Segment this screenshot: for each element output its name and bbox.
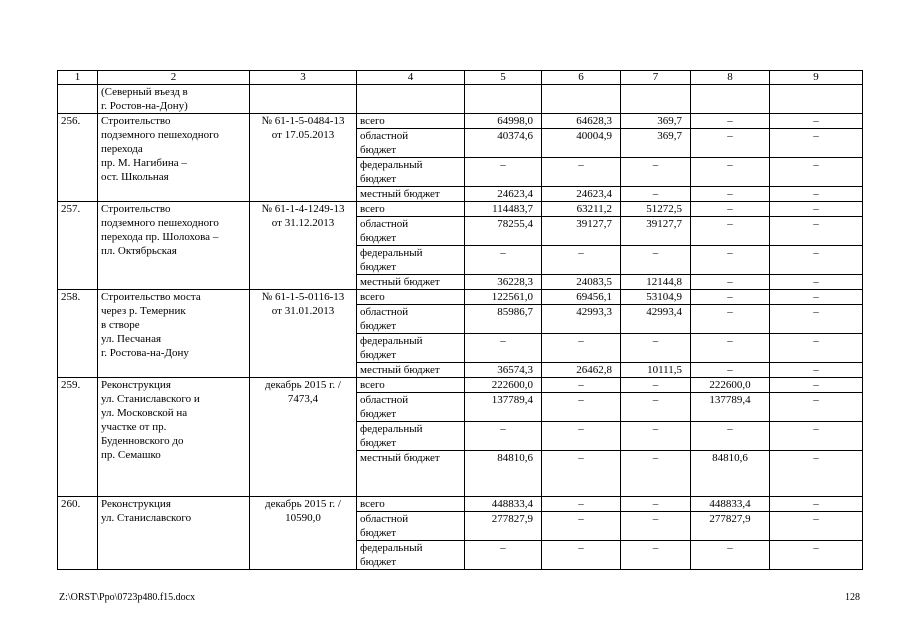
name-line: ул. Песчаная	[101, 333, 162, 345]
amount-cell: –	[770, 497, 863, 512]
name-line: ул. Станиславского и	[101, 393, 200, 405]
amount-cell: –	[691, 290, 770, 305]
amount-cell: –	[465, 541, 542, 570]
funding-source-label: местный бюджет	[357, 275, 465, 290]
funding-source-label	[357, 305, 465, 334]
label-line: областной	[360, 130, 409, 142]
amount-cell: 84810,6	[691, 451, 770, 497]
amount-cell: –	[691, 114, 770, 129]
amount-cell: –	[770, 217, 863, 246]
name-line: ул. Московской на	[101, 407, 188, 419]
column-header: 3	[250, 71, 357, 85]
name-line: Реконструкция	[101, 379, 171, 391]
amount-cell: –	[691, 187, 770, 202]
empty-cell	[691, 85, 770, 114]
amount-cell: –	[621, 541, 691, 570]
name-line: подземного пешеходного	[101, 217, 219, 229]
document-line: № 61-1-5-0484-13	[261, 115, 345, 127]
amount-cell: –	[621, 512, 691, 541]
table-row	[58, 378, 863, 393]
amount-cell: –	[691, 334, 770, 363]
column-header: 6	[542, 71, 621, 85]
project-name	[98, 114, 250, 202]
name-line: (Северный въезд в	[101, 86, 188, 98]
page-number: 128	[845, 592, 860, 603]
amount-cell: 222600,0	[691, 378, 770, 393]
name-line: через р. Темерник	[101, 305, 186, 317]
column-header: 5	[465, 71, 542, 85]
document-line: от 31.01.2013	[271, 305, 335, 317]
funding-source-label: местный бюджет	[357, 187, 465, 202]
empty-cell	[58, 85, 98, 114]
name-line: пр. Семашко	[101, 449, 161, 461]
amount-cell: 137789,4	[465, 393, 542, 422]
label-line: бюджет	[360, 173, 396, 185]
amount-cell: –	[770, 422, 863, 451]
amount-cell: 39127,7	[542, 217, 621, 246]
budget-table	[57, 70, 863, 570]
project-number: 258.	[58, 290, 98, 378]
project-document	[250, 378, 357, 497]
amount-cell: –	[691, 158, 770, 187]
amount-cell: –	[542, 512, 621, 541]
name-line: пл. Октябрьская	[101, 245, 177, 257]
project-document	[250, 114, 357, 202]
name-line: участке от пр.	[101, 421, 167, 433]
label-line: бюджет	[360, 556, 396, 568]
label-line: бюджет	[360, 527, 396, 539]
funding-source-label: всего	[357, 202, 465, 217]
column-header: 1	[58, 71, 98, 85]
empty-cell	[621, 85, 691, 114]
amount-cell: –	[465, 422, 542, 451]
name-line: Строительство	[101, 203, 171, 215]
amount-cell: –	[691, 202, 770, 217]
amount-cell: –	[770, 541, 863, 570]
funding-source-label: всего	[357, 378, 465, 393]
funding-source-label: всего	[357, 290, 465, 305]
project-name	[98, 290, 250, 378]
table-row	[58, 497, 863, 512]
amount-cell: –	[542, 246, 621, 275]
label-line: бюджет	[360, 320, 396, 332]
amount-cell: –	[542, 158, 621, 187]
amount-cell: –	[621, 497, 691, 512]
amount-cell: 42993,3	[542, 305, 621, 334]
name-line: Реконструкция	[101, 498, 171, 510]
project-name	[98, 497, 250, 570]
amount-cell: 64628,3	[542, 114, 621, 129]
amount-cell: –	[621, 334, 691, 363]
name-line: подземного пешеходного	[101, 129, 219, 141]
funding-source-label: всего	[357, 497, 465, 512]
amount-cell: –	[770, 334, 863, 363]
amount-cell: –	[465, 158, 542, 187]
amount-cell: –	[691, 422, 770, 451]
name-line: г. Ростов-на-Дону)	[101, 100, 188, 112]
amount-cell: –	[621, 422, 691, 451]
label-line: областной	[360, 513, 409, 525]
project-name	[98, 378, 250, 497]
amount-cell: –	[542, 541, 621, 570]
amount-cell: 42993,4	[621, 305, 691, 334]
name-line: Строительство моста	[101, 291, 201, 303]
amount-cell: –	[465, 334, 542, 363]
amount-cell: 369,7	[621, 114, 691, 129]
amount-cell: –	[542, 334, 621, 363]
amount-cell: –	[770, 393, 863, 422]
name-line: перехода	[101, 143, 143, 155]
continuation-row	[58, 85, 863, 114]
label-line: федеральный	[360, 159, 423, 171]
document-line: от 31.12.2013	[271, 217, 335, 229]
column-header: 7	[621, 71, 691, 85]
amount-cell: 53104,9	[621, 290, 691, 305]
label-line: федеральный	[360, 542, 423, 554]
document-line: 7473,4	[287, 393, 319, 405]
amount-cell: –	[621, 246, 691, 275]
project-document	[250, 290, 357, 378]
table-row	[58, 114, 863, 129]
funding-source-label	[357, 422, 465, 451]
amount-cell: 277827,9	[465, 512, 542, 541]
amount-cell: 24083,5	[542, 275, 621, 290]
document-line: декабрь 2015 г. /	[265, 379, 341, 391]
amount-cell: 40004,9	[542, 129, 621, 158]
funding-source-label: местный бюджет	[357, 451, 465, 497]
funding-source-label	[357, 541, 465, 570]
amount-cell: 26462,8	[542, 363, 621, 378]
name-line: г. Ростова-на-Дону	[101, 347, 189, 359]
name-line: ост. Школьная	[101, 171, 169, 183]
amount-cell: 12144,8	[621, 275, 691, 290]
amount-cell: –	[542, 378, 621, 393]
amount-cell: 84810,6	[465, 451, 542, 497]
amount-cell: 36228,3	[465, 275, 542, 290]
amount-cell: –	[691, 246, 770, 275]
label-line: бюджет	[360, 408, 396, 420]
name-line: Строительство	[101, 115, 171, 127]
amount-cell: –	[621, 187, 691, 202]
amount-cell: –	[770, 158, 863, 187]
file-path: Z:\ORST\Ppo\0723p480.f15.docx	[59, 592, 196, 603]
amount-cell: –	[691, 217, 770, 246]
project-number: 256.	[58, 114, 98, 202]
funding-source-label	[357, 393, 465, 422]
column-header: 4	[357, 71, 465, 85]
amount-cell: –	[770, 202, 863, 217]
amount-cell: –	[542, 422, 621, 451]
amount-cell: –	[691, 305, 770, 334]
name-line: ул. Станиславского	[101, 512, 192, 524]
label-line: федеральный	[360, 423, 423, 435]
empty-cell	[357, 85, 465, 114]
amount-cell: 69456,1	[542, 290, 621, 305]
document-line: от 17.05.2013	[271, 129, 335, 141]
amount-cell: –	[621, 393, 691, 422]
amount-cell: –	[465, 246, 542, 275]
project-document	[250, 497, 357, 570]
funding-source-label	[357, 334, 465, 363]
amount-cell: –	[770, 378, 863, 393]
label-line: федеральный	[360, 335, 423, 347]
table-row	[58, 202, 863, 217]
label-line: областной	[360, 394, 409, 406]
amount-cell: –	[691, 363, 770, 378]
amount-cell: 78255,4	[465, 217, 542, 246]
amount-cell: –	[621, 451, 691, 497]
amount-cell: –	[770, 451, 863, 497]
amount-cell: –	[770, 290, 863, 305]
amount-cell: 24623,4	[542, 187, 621, 202]
column-header: 8	[691, 71, 770, 85]
funding-source-label	[357, 246, 465, 275]
amount-cell: –	[542, 451, 621, 497]
amount-cell: 122561,0	[465, 290, 542, 305]
document-line: № 61-1-4-1249-13	[261, 203, 345, 215]
name-line: перехода пр. Шолохова –	[101, 231, 219, 243]
label-line: бюджет	[360, 232, 396, 244]
amount-cell: –	[770, 363, 863, 378]
amount-cell: 36574,3	[465, 363, 542, 378]
funding-source-label	[357, 129, 465, 158]
amount-cell: –	[542, 497, 621, 512]
amount-cell: –	[770, 305, 863, 334]
amount-cell: –	[542, 393, 621, 422]
label-line: областной	[360, 218, 409, 230]
amount-cell: –	[770, 187, 863, 202]
amount-cell: –	[770, 275, 863, 290]
project-name	[98, 202, 250, 290]
amount-cell: 448833,4	[465, 497, 542, 512]
empty-cell	[770, 85, 863, 114]
name-line: Буденновского до	[101, 435, 184, 447]
funding-source-label	[357, 158, 465, 187]
label-line: бюджет	[360, 261, 396, 273]
amount-cell: –	[691, 129, 770, 158]
amount-cell: –	[770, 512, 863, 541]
amount-cell: –	[770, 114, 863, 129]
amount-cell: –	[691, 541, 770, 570]
amount-cell: 114483,7	[465, 202, 542, 217]
funding-source-label: всего	[357, 114, 465, 129]
continuation-name	[98, 85, 250, 114]
amount-cell: 64998,0	[465, 114, 542, 129]
amount-cell: 448833,4	[691, 497, 770, 512]
name-line: пр. М. Нагибина –	[101, 157, 187, 169]
amount-cell: 10111,5	[621, 363, 691, 378]
amount-cell: 222600,0	[465, 378, 542, 393]
column-header: 2	[98, 71, 250, 85]
amount-cell: 51272,5	[621, 202, 691, 217]
project-number: 257.	[58, 202, 98, 290]
document-line: 10590,0	[285, 512, 321, 524]
label-line: областной	[360, 306, 409, 318]
amount-cell: 369,7	[621, 129, 691, 158]
amount-cell: 63211,2	[542, 202, 621, 217]
funding-source-label	[357, 217, 465, 246]
amount-cell: 137789,4	[691, 393, 770, 422]
document-line: № 61-1-5-0116-13	[261, 291, 345, 303]
amount-cell: –	[770, 246, 863, 275]
amount-cell: 277827,9	[691, 512, 770, 541]
column-header: 9	[770, 71, 863, 85]
label-line: федеральный	[360, 247, 423, 259]
label-line: бюджет	[360, 144, 396, 156]
funding-source-label	[357, 512, 465, 541]
label-line: бюджет	[360, 349, 396, 361]
empty-cell	[250, 85, 357, 114]
amount-cell: –	[621, 158, 691, 187]
amount-cell: –	[691, 275, 770, 290]
amount-cell: 40374,6	[465, 129, 542, 158]
project-number: 259.	[58, 378, 98, 497]
amount-cell: –	[770, 129, 863, 158]
document-line: декабрь 2015 г. /	[265, 498, 341, 510]
amount-cell: –	[621, 378, 691, 393]
column-number-row	[58, 71, 863, 85]
funding-source-label: местный бюджет	[357, 363, 465, 378]
empty-cell	[465, 85, 542, 114]
amount-cell: 24623,4	[465, 187, 542, 202]
name-line: в створе	[101, 319, 140, 331]
amount-cell: 39127,7	[621, 217, 691, 246]
amount-cell: 85986,7	[465, 305, 542, 334]
project-document	[250, 202, 357, 290]
project-number: 260.	[58, 497, 98, 570]
table-row	[58, 290, 863, 305]
label-line: бюджет	[360, 437, 396, 449]
empty-cell	[542, 85, 621, 114]
